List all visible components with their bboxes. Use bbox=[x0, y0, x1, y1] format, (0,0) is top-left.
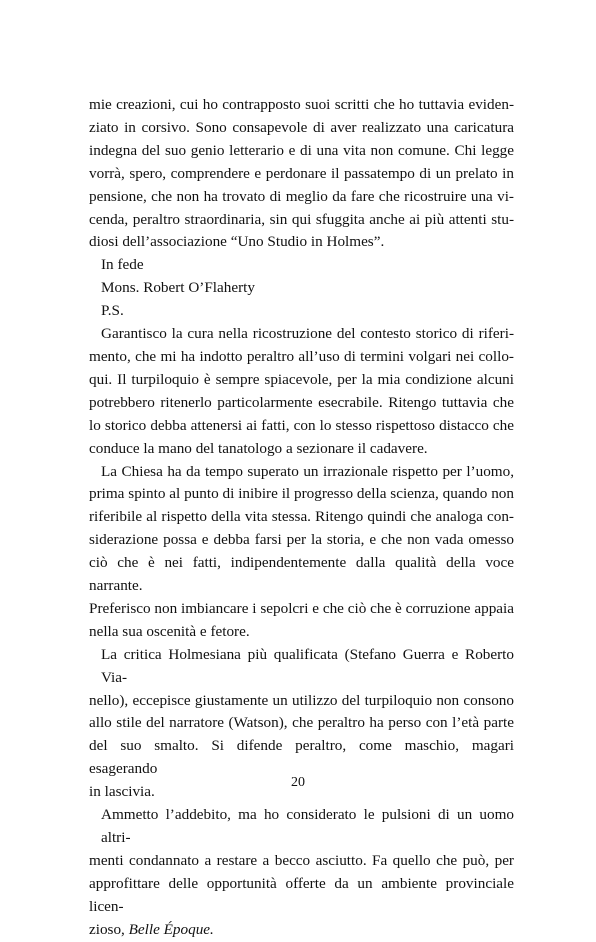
text-line: riferibile al rispetto della vita stessa. Ritengo quindi che analoga con- bbox=[89, 508, 514, 526]
text-segment: zioso, bbox=[89, 920, 129, 938]
text-line: prima spinto al punto di inibire il progresso della scienza, quando non bbox=[89, 485, 514, 503]
text-line: Garantisco la cura nella ricostruzione del contesto storico di riferi- bbox=[101, 325, 514, 343]
text-line: allo stile del narratore (Watson), che peraltro ha perso con l’età parte bbox=[89, 714, 514, 732]
text-line: lo storico debba attenersi ai fatti, con lo stesso rispettoso distacco che bbox=[89, 416, 514, 434]
text-line: cenda, peraltro straordinaria, sin qui sfuggita anche ai più attenti stu- bbox=[89, 210, 514, 228]
text-line: La critica Holmesiana più qualificata (Stefano Guerra e Roberto Via- bbox=[101, 645, 514, 686]
text-line: ciò che è nei fatti, indipendentemente dalla qualità della voce narrante. bbox=[89, 554, 514, 595]
text-line: La Chiesa ha da tempo superato un irrazionale rispetto per l’uomo, bbox=[101, 462, 514, 480]
text-line bbox=[89, 919, 514, 942]
paragraph bbox=[89, 277, 514, 300]
page-number: 20 bbox=[291, 775, 305, 790]
paragraph bbox=[89, 804, 514, 941]
text-line: nello), eccepisce giustamente un utilizzo del turpiloquio non consono bbox=[89, 691, 514, 709]
text-line: conduce la mano del tanatologo a sezionare il cadavere. bbox=[89, 439, 428, 457]
text-line: ziato in corsivo. Sono consapevole di aver realizzato una caricatura bbox=[89, 118, 514, 136]
paragraph bbox=[89, 323, 514, 460]
text-line: potrebbero ritenerlo particolarmente esecrabile. Ritengo tuttavia che bbox=[89, 393, 514, 411]
text-line: del suo smalto. Si difende peraltro, come maschio, magari esagerando bbox=[89, 737, 514, 778]
text-line: diosi dell’associazione “Uno Studio in Holmes”. bbox=[89, 233, 385, 251]
text-line: in lascivia. bbox=[89, 783, 155, 801]
italic-title: Belle Époque. bbox=[128, 920, 214, 938]
text-line: siderazione possa e debba farsi per la storia, e che non vada omesso bbox=[89, 531, 514, 549]
text-line: approfittare delle opportunità offerte da un ambiente provinciale licen- bbox=[89, 874, 514, 915]
text-line: Ammetto l’addebito, ma ho considerato le pulsioni di un uomo altri- bbox=[101, 806, 514, 846]
text-line: Mons. Robert O’Flaherty bbox=[101, 279, 255, 297]
paragraph bbox=[89, 300, 514, 323]
text-line: pensione, che non ha trovato di meglio da fare che ricostruire una vi- bbox=[89, 187, 514, 205]
text-line: mento, che mi ha indotto peraltro all’uso di termini volgari nei collo- bbox=[89, 347, 514, 365]
text-line: mie creazioni, cui ho contrapposto suoi scritti che ho tuttavia eviden- bbox=[89, 96, 514, 113]
text-line: vorrà, spero, comprendere e perdonare il passatempo di un prelato in bbox=[89, 164, 514, 182]
body-text bbox=[89, 94, 514, 942]
text-line: nella sua oscenità e fetore. bbox=[89, 622, 250, 640]
paragraph bbox=[89, 254, 514, 277]
text-line: menti condannato a restare a becco asciutto. Fa quello che può, per bbox=[89, 851, 514, 869]
text-line: indegna del suo genio letterario e di una vita non comune. Chi legge bbox=[89, 141, 514, 159]
paragraph bbox=[89, 461, 514, 644]
text-line: qui. Il turpiloquio è sempre spiacevole, per la mia condizione alcuni bbox=[89, 370, 514, 388]
text-line: In fede bbox=[101, 256, 144, 274]
paragraph bbox=[89, 94, 514, 254]
text-line: P.S. bbox=[101, 302, 124, 320]
text-line: Preferisco non imbiancare i sepolcri e che ciò che è corruzione appaia bbox=[89, 599, 514, 617]
